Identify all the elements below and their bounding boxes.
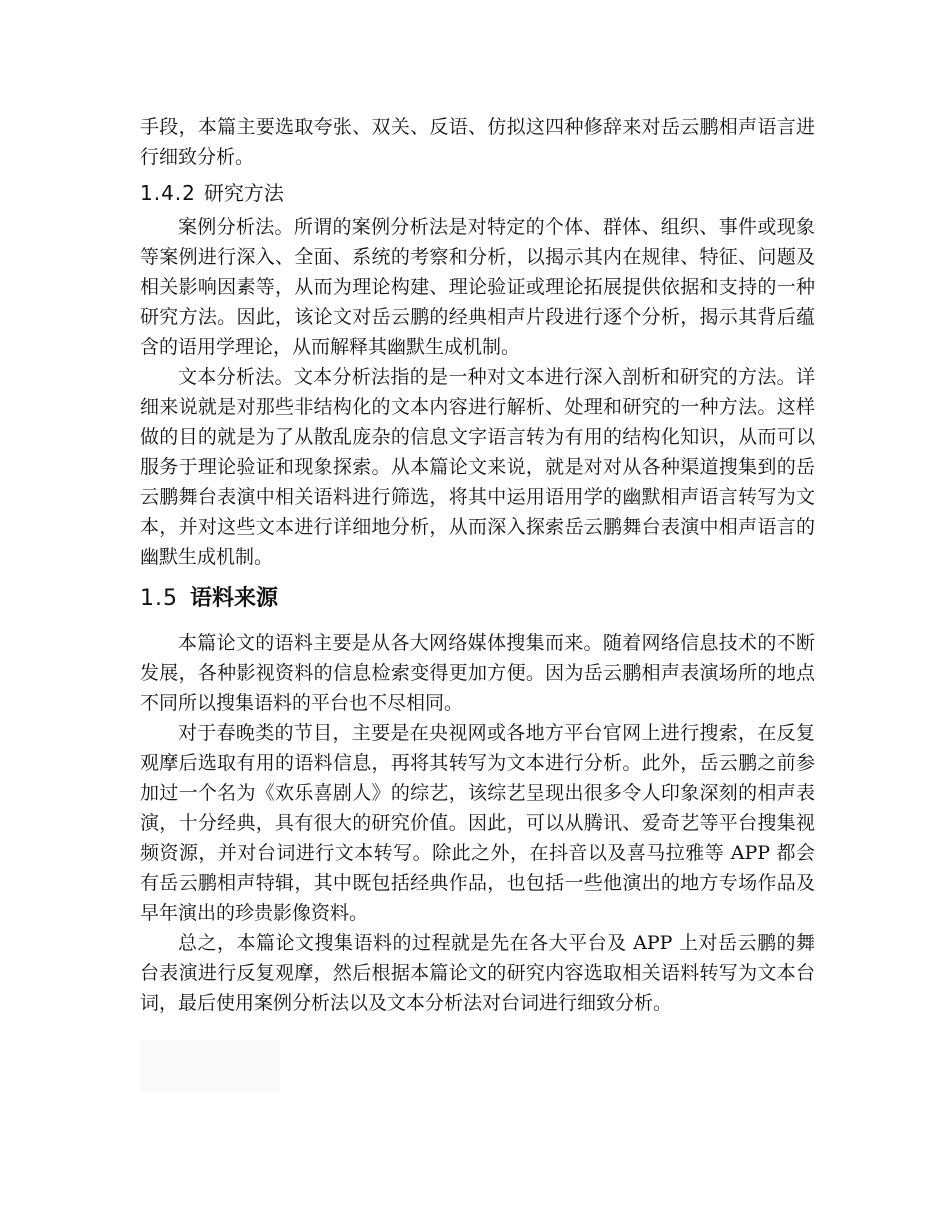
paragraph-summary: 总之，本篇论文搜集语料的过程就是先在各大平台及 APP 上对岳云鹏的舞台表演进行反复观摩，然后根据本篇论文的研究内容选取相关语料转写为文本台词，最后使用案例分析法以及文本分析法对台词进行细致分析。: [140, 932, 815, 1014]
section-heading-1-4-2: [140, 178, 815, 208]
section-heading-1-5: [140, 582, 815, 616]
scan-artifact: [140, 1040, 280, 1092]
section-number: 1.5: [140, 586, 178, 611]
paragraph-gala-programs: 对于春晚类的节目，主要是在央视网或各地方平台官网上进行搜索，在反复观摩后选取有用的语料信息，再将其转写为文本进行分析。此外，岳云鹏之前参加过一个名为《欢乐喜剧人》的综艺，该综艺呈现出很多令人印象深刻的相声表演，十分经典，具有很大的研究价值。因此，可以从腾讯、爱奇艺等平台搜集视频资源，并对台词进行文本转写。除此之外，在抖音以及喜马拉雅等 APP 都会有岳云鹏相声特辑，其中既包括经典作品，也包括一些他演出的地方专场作品及早年演出的珍贵影像资料。: [140, 722, 815, 924]
section-number: 1.4.2: [140, 181, 196, 205]
page-body: [140, 112, 815, 1018]
paragraph-corpus-source: 本篇论文的语料主要是从各大网络媒体搜集而来。随着网络信息技术的不断发展，各种影视资料的信息检索变得更加方便。因为岳云鹏相声表演场所的地点不同所以搜集语料的平台也不尽相同。: [140, 632, 815, 714]
section-title: 语料来源: [190, 586, 279, 611]
paragraph-text-analysis: 文本分析法。文本分析法指的是一种对文本进行深入剖析和研究的方法。详细来说就是对那些非结构化的文本内容进行解析、处理和研究的一种方法。这样做的目的就是为了从散乱庞杂的信息文字语言转为有用的结构化知识，从而可以服务于理论验证和现象探索。从本篇论文来说，就是对对从各种渠道搜集到的岳云鹏舞台表演中相关语料进行筛选，将其中运用语用学的幽默相声语言转写为文本，并对这些文本进行详细地分析，从而深入探索岳云鹏舞台表演中相声语言的幽默生成机制。: [140, 366, 815, 568]
paragraph-case-analysis: 案例分析法。所谓的案例分析法是对特定的个体、群体、组织、事件或现象等案例进行深入、全面、系统的考察和分析，以揭示其内在规律、特征、问题及相关影响因素等，从而为理论构建、理论验证或理论拓展提供依据和支持的一种研究方法。因此，该论文对岳云鹏的经典相声片段进行逐个分析，揭示其背后蕴含的语用学理论，从而解释其幽默生成机制。: [140, 216, 815, 358]
section-title: 研究方法: [203, 181, 284, 205]
continuation-paragraph: 手段，本篇主要选取夸张、双关、反语、仿拟这四种修辞来对岳云鹏相声语言进行细致分析。: [140, 116, 815, 168]
